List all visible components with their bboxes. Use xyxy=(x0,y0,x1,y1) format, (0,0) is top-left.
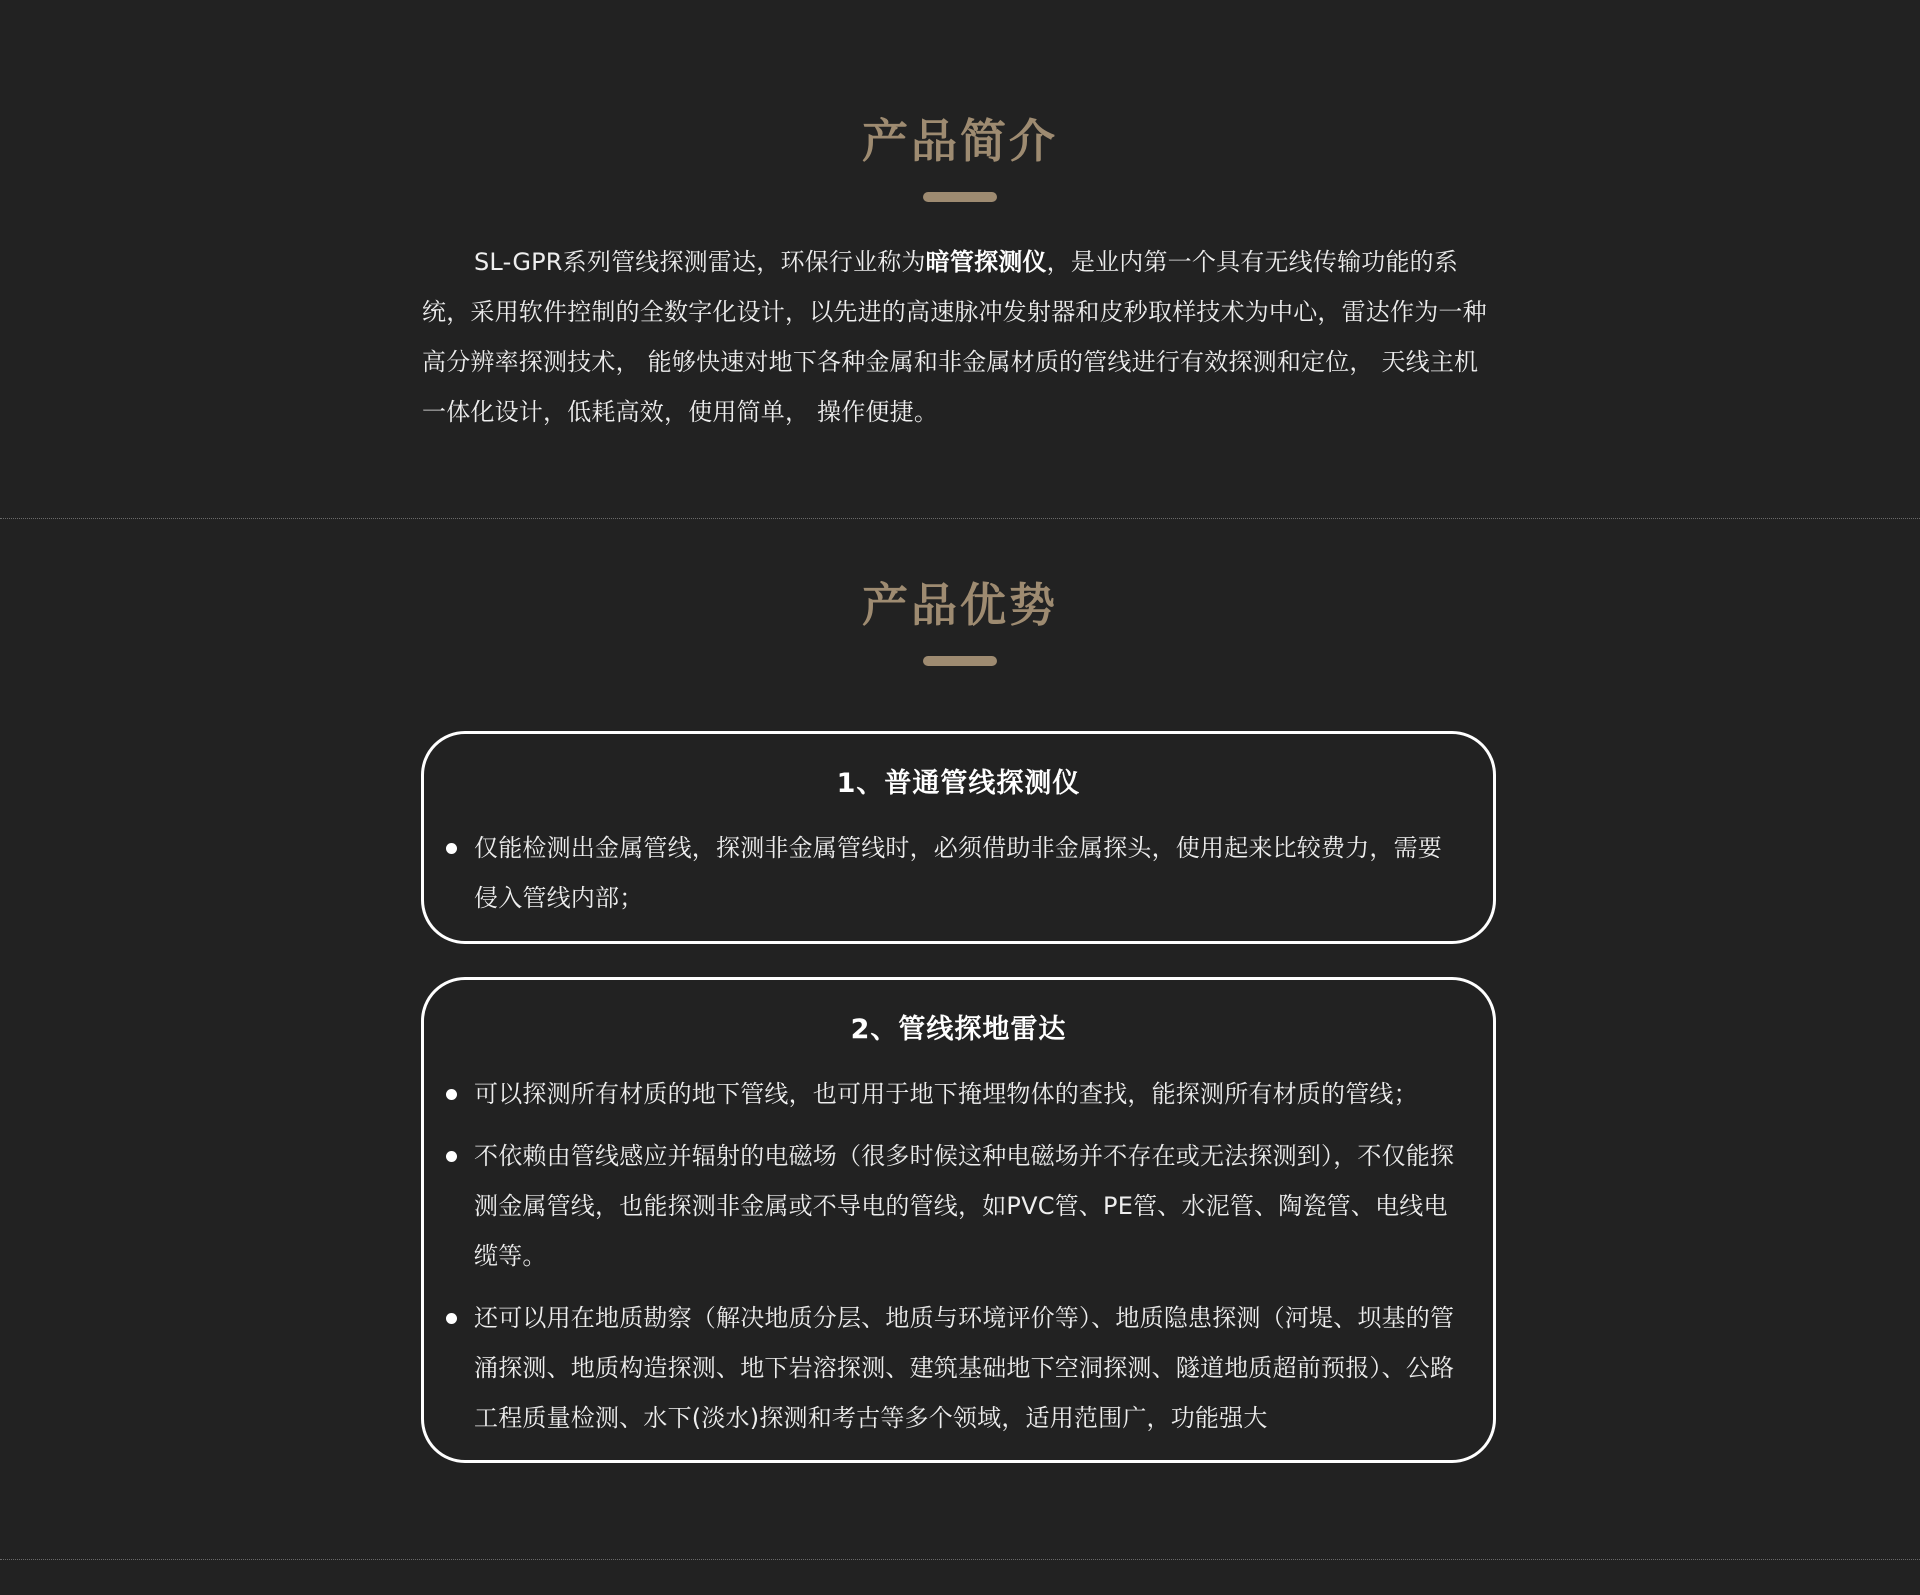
list-item-text: 可以探测所有材质的地下管线，也可用于地下掩埋物体的查找，能探测所有材质的管线； xyxy=(474,1080,1418,1108)
advantages-title-underline xyxy=(923,656,997,666)
card-list xyxy=(424,1069,1493,1443)
list-item-text: 还可以用在地质勘察（解决地质分层、地质与环境评价等）、地质隐患探测（河堤、坝基的管涌探测、地质构造探测、地下岩溶探测、建筑基础地下空洞探测、隧道地质超前预报）、公路工程质量检测、水下(淡水)探测和考古等多个领域，适用范围广，功能强大 xyxy=(474,1304,1455,1432)
list-item xyxy=(424,1293,1493,1443)
card-title: 1、普通管线探测仪 xyxy=(836,768,1081,799)
advantages-section xyxy=(0,519,1920,1559)
intro-section xyxy=(0,0,1920,518)
intro-text-bold: 暗管探测仪 xyxy=(925,248,1047,276)
section-divider-bottom xyxy=(0,1559,1920,1560)
list-item xyxy=(424,1069,1493,1119)
intro-text-post: ，是业内第一个具有无线传输功能的系统，采用软件控制的全数字化设计，以先进的高速脉冲发射器和皮秒取样技术为中心，雷达作为一种高分辨率探测技术， 能够快速对地下各种金属和非金属材质的管线进行有效探测和定位， 天线主机一体化设计，低耗高效，使用简单， 操作便捷。 xyxy=(422,248,1487,426)
intro-paragraph xyxy=(422,237,1498,437)
list-item-text: 不依赖由管线感应并辐射的电磁场（很多时候这种电磁场并不存在或无法探测到），不仅能探测金属管线，也能探测非金属或不导电的管线，如PVC管、PE管、水泥管、陶瓷管、电线电缆等。 xyxy=(474,1142,1455,1270)
card-list xyxy=(424,823,1493,923)
bullet-icon xyxy=(446,843,457,854)
intro-title: 产品简介 xyxy=(862,114,1058,168)
list-item xyxy=(424,823,1493,923)
card-title: 2、管线探地雷达 xyxy=(850,1014,1067,1045)
advantage-card-2 xyxy=(421,977,1496,1463)
list-item-text: 仅能检测出金属管线，探测非金属管线时，必须借助非金属探头，使用起来比较费力，需要 侵入管线内部； xyxy=(474,834,1442,912)
advantage-card-1 xyxy=(421,731,1496,944)
bullet-icon xyxy=(446,1313,457,1324)
advantages-title: 产品优势 xyxy=(862,578,1058,632)
intro-text-pre: SL-GPR系列管线探测雷达，环保行业称为 xyxy=(474,248,926,276)
bullet-icon xyxy=(446,1089,457,1100)
list-item xyxy=(424,1131,1493,1281)
intro-title-underline xyxy=(923,192,997,202)
bullet-icon xyxy=(446,1151,457,1162)
